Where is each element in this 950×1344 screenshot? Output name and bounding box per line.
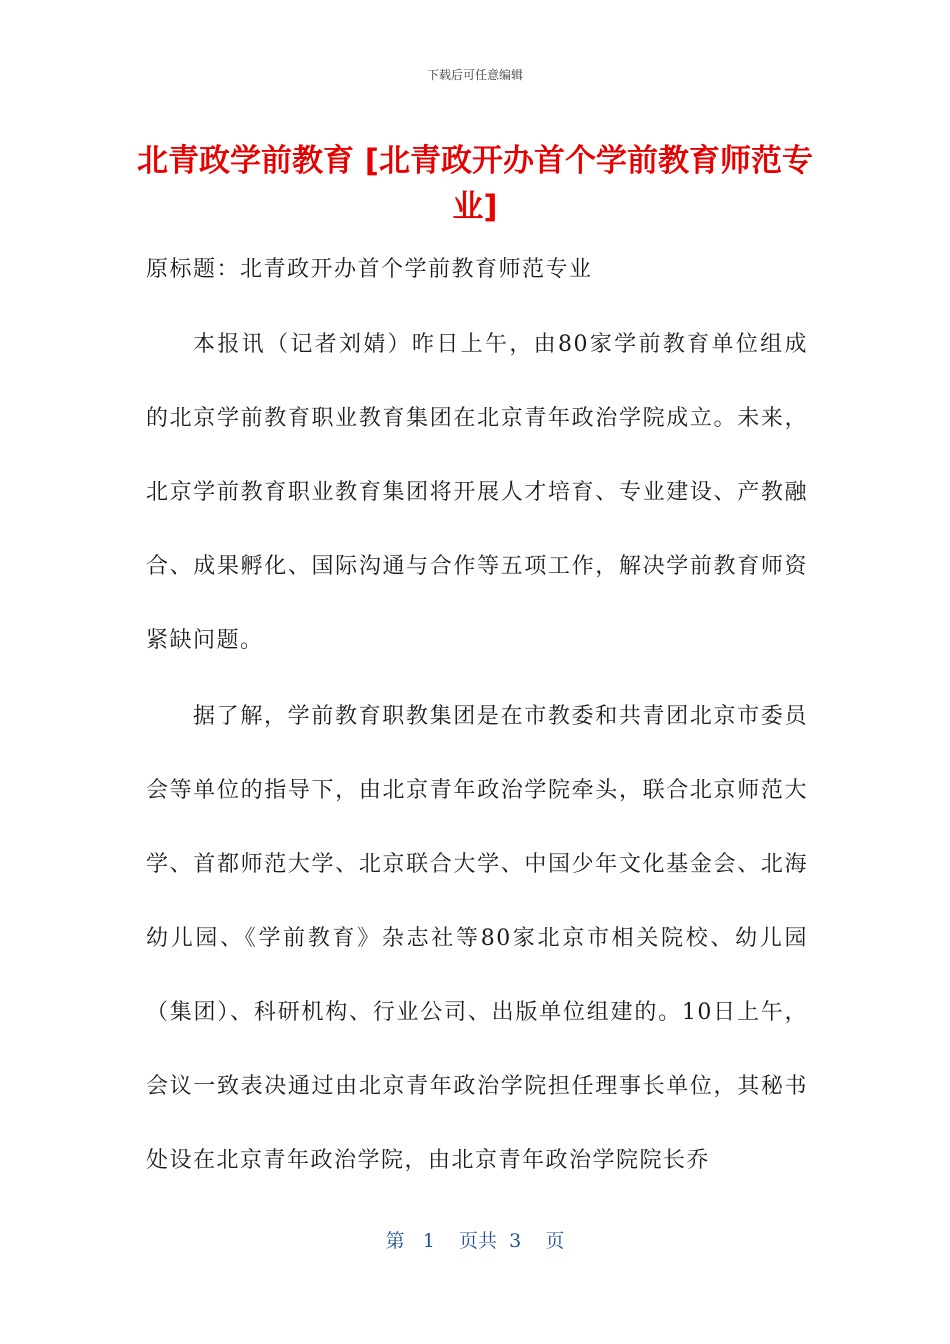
document-title: 北青政学前教育 [北青政开办首个学前教育师范专业]: [137, 143, 813, 225]
footer-total-pages: 3: [509, 1230, 522, 1252]
footer-suffix: 页: [545, 1230, 565, 1252]
paragraph-1: 本报讯（记者刘婧）昨日上午，由80家学前教育单位组成的北京学前教育职业教育集团在北京青年政治学院成立。未来，北京学前教育职业教育集团将开展人才培育、专业建设、产教融合、成果孵化、国际沟通与合作等五项工作，解决学前教育师资紧缺问题。: [146, 332, 808, 653]
paragraph-2: 据了解，学前教育职教集团是在市教委和共青团北京市委员会等单位的指导下，由北京青年政治学院牵头，联合北京师范大学、首都师范大学、北京联合大学、中国少年文化基金会、北海幼儿园、《学前教育》杂志社等80家北京市相关院校、幼儿园（集团）、科研机构、行业公司、出版单位组建的。10日上午，会议一致表决通过由北京青年政治学院担任理事长单位，其秘书处设在北京青年政治学院，由北京青年政治学院院长乔: [146, 704, 808, 1173]
original-title: 原标题：北青政开办首个学前教育师范专业: [146, 257, 593, 282]
header-note: 下载后可任意编辑: [426, 68, 523, 82]
footer-prefix: 第: [385, 1230, 405, 1252]
footer-page-number: 1: [422, 1230, 435, 1252]
page-footer: [0, 1226, 950, 1253]
footer-middle: 页共: [459, 1230, 498, 1252]
